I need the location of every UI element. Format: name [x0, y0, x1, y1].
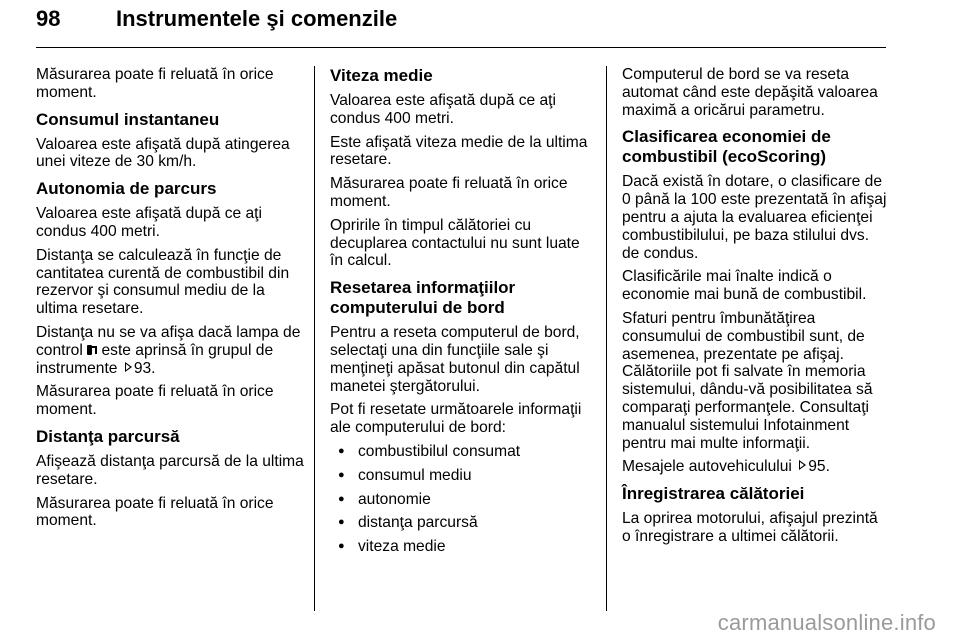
reference-arrow-icon: [125, 362, 132, 372]
column-divider-1: [314, 66, 315, 611]
paragraph: Computerul de bord se va reseta automat când este depăşită valoarea maximă a oricărui parametru.: [622, 66, 878, 119]
column-1: [36, 66, 304, 536]
page-reference[interactable]: 95.: [808, 458, 830, 476]
paragraph: La oprirea motorului, afişajul prezintă o înregistrare a ultimei călătorii.: [622, 510, 878, 545]
fuel-pump-icon: [87, 343, 96, 356]
list-item: ● viteza medie: [330, 538, 592, 556]
paragraph: Măsurarea poate fi reluată în orice moment.: [330, 175, 568, 210]
page-number: 98: [36, 6, 61, 31]
paragraph: Valoarea este afişată după ce aţi condus 400 metri.: [36, 205, 262, 240]
paragraph: Pot fi resetate următoarele informaţii ale computerului de bord:: [330, 401, 582, 437]
text: este aprinsă în grupul de instrumente: [36, 341, 274, 377]
reset-items-list: [330, 443, 592, 556]
watermark: carmanualsonline.info: [717, 610, 936, 635]
header-divider: [36, 47, 886, 48]
column-3: [622, 66, 890, 552]
paragraph: Opririle în timpul călătoriei cu decuplarea contactului nu sunt luate în calcul.: [330, 216, 580, 270]
heading-average-speed: Viteza medie: [330, 66, 433, 85]
heading-instant-consumption: Consumul instantaneu: [36, 109, 220, 129]
heading-reset-info: Resetarea informaţiilor computerului de bord: [330, 278, 516, 318]
paragraph: Pentru a reseta computerul de bord, selectaţi una din funcţiile sale şi menţineţi apăsat butonul din capătul manetei ştergătorului.: [330, 324, 580, 395]
page-reference[interactable]: 93.: [133, 359, 156, 377]
paragraph: Valoarea este afişată după atingerea unei viteze de 30 km/h.: [36, 135, 290, 171]
paragraph: Dacă există în dotare, o clasificare de 0 până la 100 este prezentată în afişaj pentru a ajuta la evaluarea eficienţei combustibilului, pe baza stilului dvs. de condus.: [622, 173, 887, 262]
paragraph: Distanţa se calculează în funcţie de cantitatea curentă de combustibil din rezervor şi consumul mediu de la ultima resetare.: [36, 246, 290, 318]
heading-trip-record: Înregistrarea călătoriei: [622, 484, 805, 504]
paragraph: Măsurarea poate fi reluată în orice moment.: [36, 383, 274, 419]
column-divider-2: [606, 66, 607, 611]
heading-range: Autonomia de parcurs: [36, 179, 217, 199]
paragraph: Măsurarea poate fi reluată în orice moment.: [36, 66, 274, 101]
paragraph: Afişează distanţa parcursă de la ultima resetare.: [36, 452, 304, 488]
list-item: ● combustibilul consumat: [330, 443, 592, 461]
page-header: [36, 6, 886, 44]
paragraph: Măsurarea poate fi reluată în orice moment.: [36, 494, 274, 530]
paragraph: Valoarea este afişată după ce aţi condus 400 metri.: [330, 92, 556, 127]
list-item: ● consumul mediu: [330, 467, 592, 485]
heading-ecoscoring: Clasificarea economiei de combustibil (ecoScoring): [622, 127, 831, 167]
paragraph: Sfaturi pentru îmbunătăţirea consumului de combustibil sunt, de asemenea, prezentate pe afişaj. Călătoriile pot fi salvate în memoria sistemului, dându-vă posibilitatea să comparaţi performanţele. Consultaţi manualul sistemului Infotainment pentru mai multe informaţii.: [622, 309, 873, 452]
paragraph: Este afişată viteza medie de la ultima resetare.: [330, 133, 588, 169]
reference-arrow-icon: [799, 460, 806, 470]
paragraph-lamp: [36, 324, 304, 377]
section-title: Instrumentele şi comenzile: [116, 6, 398, 31]
heading-distance-travelled: Distanţa parcursă: [36, 426, 180, 446]
column-2: [330, 66, 592, 562]
paragraph-vehicle-messages: [622, 458, 890, 476]
list-item: ● autonomie: [330, 491, 592, 509]
list-item: ● distanţa parcursă: [330, 514, 592, 532]
paragraph: Clasificările mai înalte indică o economie mai bună de combustibil.: [622, 268, 867, 304]
text: Distanţa nu se va afişa dacă lampa de control: [36, 323, 301, 359]
text: Mesajele autovehiculului: [622, 458, 797, 476]
